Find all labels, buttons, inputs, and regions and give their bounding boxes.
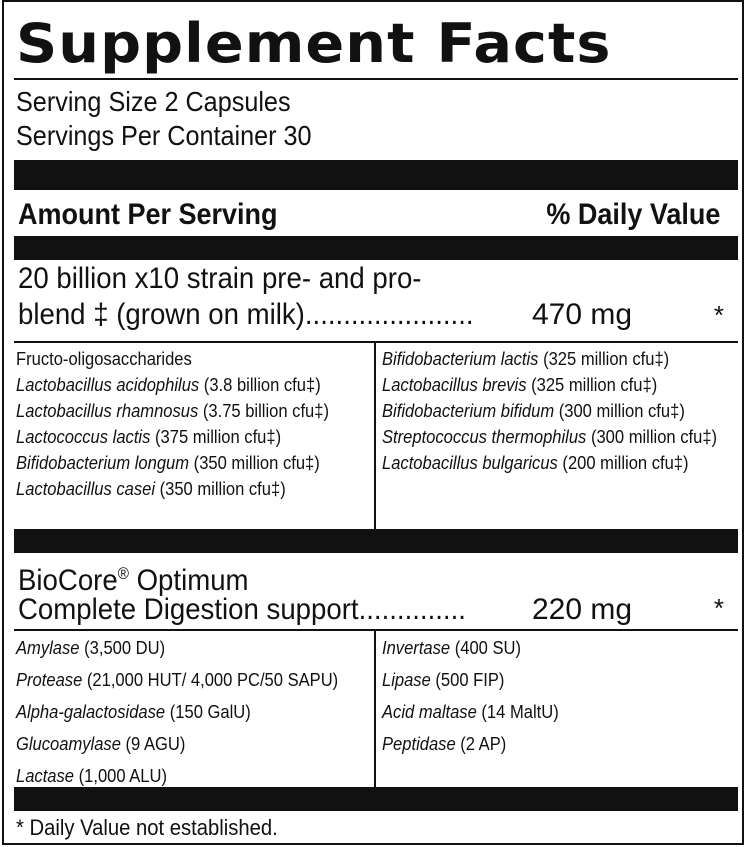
ingredient-item: Amylase (3,500 DU) <box>16 638 166 658</box>
ingredient-item: Invertase (400 SU) <box>382 638 522 658</box>
ingredient-item: Peptidase (2 AP) <box>382 734 507 754</box>
ingredient-item: Lactobacillus casei (350 million cfu‡) <box>16 479 286 499</box>
blend1-dv: * <box>713 300 724 330</box>
footnote: * Daily Value not established. <box>16 815 278 840</box>
daily-value-header: % Daily Value <box>545 198 720 231</box>
ingredient-item: Bifidobacterium bifidum (300 million cfu‡) <box>382 401 685 421</box>
ingredient-item: Lactobacillus acidophilus (3.8 billion cfu‡) <box>16 375 321 395</box>
ingredient-item: Fructo-oligosaccharides <box>16 349 192 369</box>
ingredient-item: Lactobacillus brevis (325 million cfu‡) <box>382 375 658 395</box>
blend2-name-line2: Complete Digestion support.............. <box>18 593 466 626</box>
ingredient-item: Lipase (500 FIP) <box>382 670 505 690</box>
blend1-column-divider <box>374 343 376 529</box>
supplement-facts-panel <box>2 0 744 845</box>
ingredient-item: Lactobacillus bulgaricus (200 million cfu‡) <box>382 453 689 473</box>
title-rule <box>14 78 738 80</box>
amount-per-serving-header: Amount Per Serving <box>18 198 278 231</box>
serving-size: Serving Size 2 Capsules <box>16 86 291 117</box>
blend1-name-line1: 20 billion x10 strain pre- and pro- <box>18 262 422 295</box>
ingredient-item: Acid maltase (14 MaltU) <box>382 702 559 722</box>
header-divider <box>14 236 738 260</box>
ingredient-item: Alpha-galactosidase (150 GalU) <box>16 702 251 722</box>
blend2-column-divider <box>374 631 376 787</box>
blend1-left-list <box>16 346 356 502</box>
panel-title: Supplement Facts <box>16 12 612 75</box>
ingredient-item: Lactase (1,000 ALU) <box>16 766 167 786</box>
servings-per-container: Servings Per Container 30 <box>16 120 312 151</box>
blend2-name-line1: BioCore® Optimum <box>18 564 249 597</box>
ingredient-item: Protease (21,000 HUT/ 4,000 PC/50 SAPU) <box>16 670 339 690</box>
blend1-right-list <box>382 346 746 476</box>
thick-divider <box>14 160 738 190</box>
blend2-amount: 220 mg <box>532 593 633 626</box>
ingredient-item: Glucoamylase (9 AGU) <box>16 734 186 754</box>
ingredient-item: Bifidobacterium lactis (325 million cfu‡) <box>382 349 670 369</box>
blend-divider <box>14 529 738 553</box>
blend2-dv: * <box>713 593 724 623</box>
ingredient-item: Streptococcus thermophilus (300 million cfu‡) <box>382 427 718 447</box>
blend1-amount: 470 mg <box>532 298 633 331</box>
registered-mark: ® <box>117 565 129 583</box>
blend1-name-line2: blend ‡ (grown on milk)...................... <box>18 298 474 331</box>
ingredient-item: Bifidobacterium longum (350 million cfu‡) <box>16 453 320 473</box>
ingredient-item: Lactococcus lactis (375 million cfu‡) <box>16 427 282 447</box>
bottom-divider <box>14 787 738 811</box>
blend2-left-list <box>16 632 366 792</box>
blend2-rule <box>14 629 738 631</box>
blend2-right-list <box>382 632 574 760</box>
blend1-rule <box>14 341 738 343</box>
ingredient-item: Lactobacillus rhamnosus (3.75 billion cfu‡) <box>16 401 329 421</box>
